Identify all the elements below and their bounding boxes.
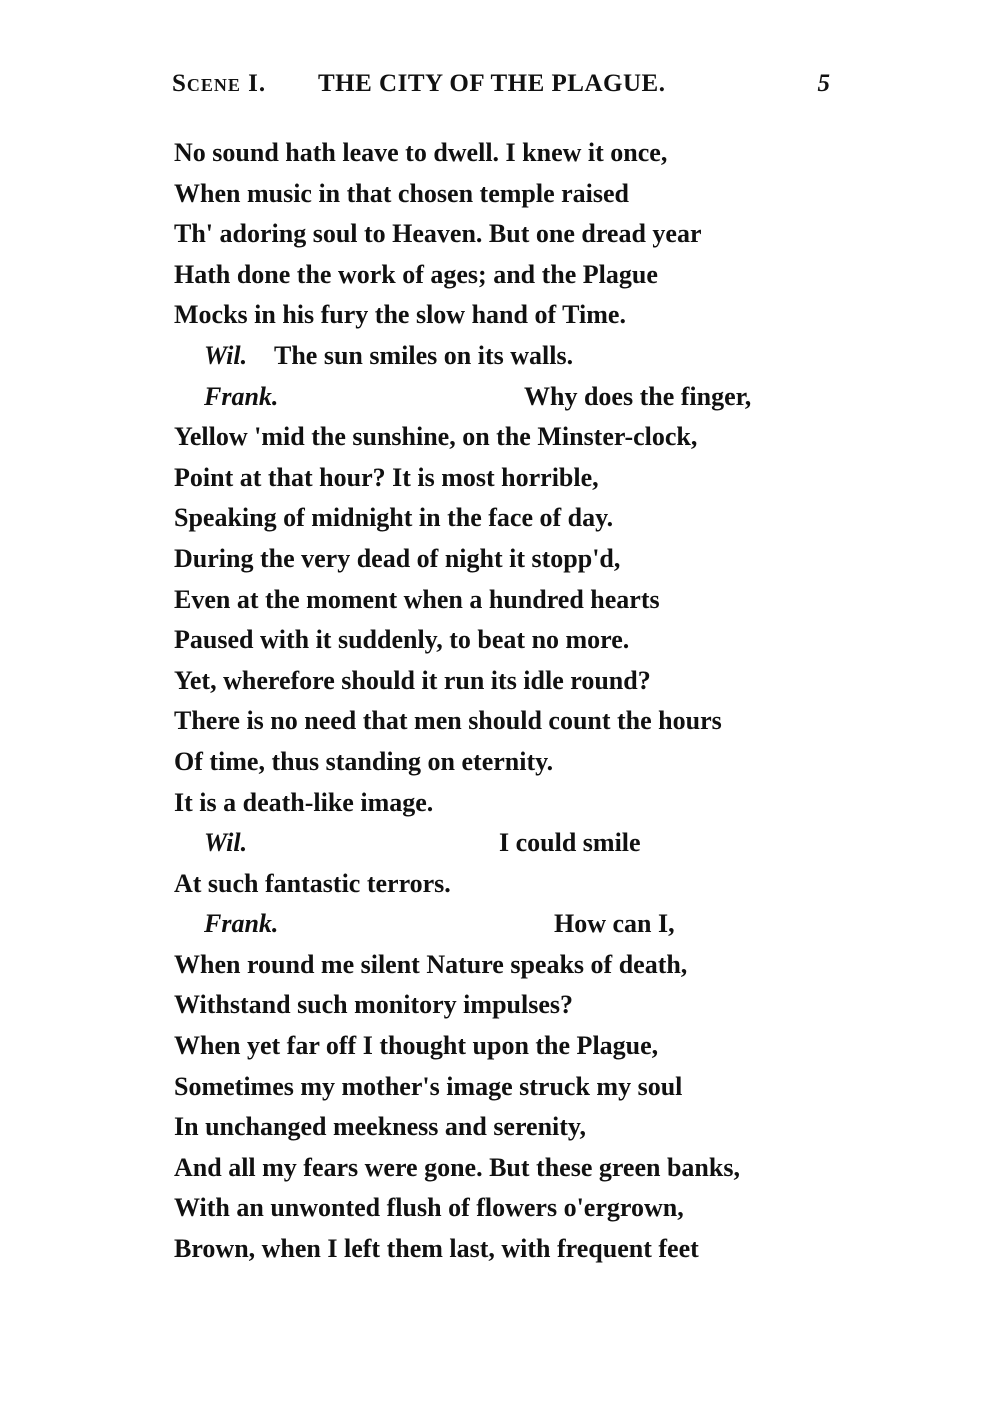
speech-text: How can I, <box>554 909 675 939</box>
speaker-name: Frank. <box>204 381 279 411</box>
speaker-name: Wil. <box>204 828 248 858</box>
verse-line: Paused with it suddenly, to beat no more. <box>174 625 630 655</box>
dialogue-line <box>174 377 854 418</box>
verse-line: Even at the moment when a hundred hearts <box>174 584 660 614</box>
verse-line: Point at that hour? It is most horrible, <box>174 462 599 492</box>
verse-line: When round me silent Nature speaks of death, <box>174 949 688 979</box>
dialogue-line <box>174 904 854 945</box>
verse-line: Of time, thus standing on eternity. <box>174 746 554 776</box>
verse-line: When music in that chosen temple raised <box>174 178 629 208</box>
verse-line: Mocks in his fury the slow hand of Time. <box>174 300 626 330</box>
verse-line: And all my fears were gone. But these green banks, <box>174 1152 740 1182</box>
verse-line: Th' adoring soul to Heaven. But one dread year <box>174 219 702 249</box>
verse-line: There is no need that men should count the hours <box>174 706 722 736</box>
verse-line: In unchanged meekness and serenity, <box>174 1112 586 1142</box>
verse-block <box>174 133 854 1270</box>
verse-line: Sometimes my mother's image struck my soul <box>174 1071 683 1101</box>
speech-text: Why does the finger, <box>524 381 752 411</box>
speaker-name: Frank. <box>204 909 279 939</box>
dialogue-line <box>174 336 854 377</box>
verse-line: Hath done the work of ages; and the Plague <box>174 259 658 289</box>
scene-label: Scene I. <box>172 70 267 97</box>
verse-line: Withstand such monitory impulses? <box>174 990 573 1020</box>
dialogue-line <box>174 823 854 864</box>
speech-text: I could smile <box>499 828 641 858</box>
verse-line: At such fantastic terrors. <box>174 868 451 898</box>
verse-line: It is a death-like image. <box>174 787 434 817</box>
verse-line: Yet, wherefore should it run its idle round? <box>174 665 651 695</box>
running-head <box>172 68 832 104</box>
verse-line: When yet far off I thought upon the Plague, <box>174 1031 659 1061</box>
page-number: 5 <box>817 70 830 97</box>
verse-line: Yellow 'mid the sunshine, on the Minster-clock, <box>174 422 698 452</box>
verse-line: With an unwonted flush of flowers o'ergrown, <box>174 1193 684 1223</box>
verse-line: No sound hath leave to dwell. I knew it once, <box>174 138 668 167</box>
verse-line: During the very dead of night it stopp'd, <box>174 543 621 573</box>
speech-text: The sun smiles on its walls. <box>274 340 574 370</box>
speaker-name: Wil. <box>204 340 248 370</box>
verse-line: Speaking of midnight in the face of day. <box>174 503 614 533</box>
chapter-title: THE CITY OF THE PLAGUE. <box>318 70 666 97</box>
verse-line: Brown, when I left them last, with frequent feet <box>174 1234 699 1264</box>
